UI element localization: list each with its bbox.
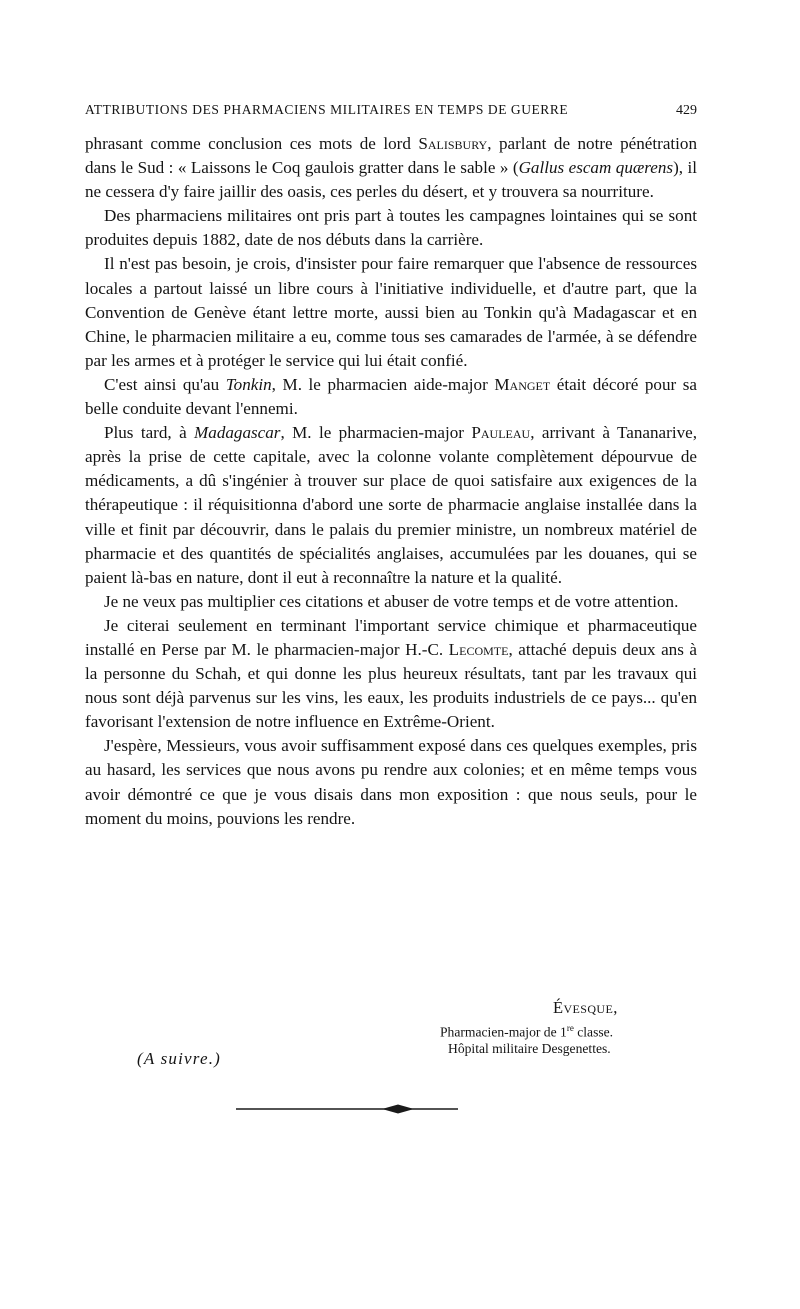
paragraph-8: J'espère, Messieurs, vous avoir suffisamment exposé dans ces quelques exemples, pris au hasard, les services que nous avons pu rendre aux colonies; et en même temps vous avoir démontré ce que je vous disais dans mon exposition : que nous seuls, pour le moment du moins, pouvions les rendre.	[85, 736, 697, 828]
person-name-manget: Manget	[494, 374, 551, 394]
running-title: ATTRIBUTIONS DES PHARMACIENS MILITAIRES EN TEMPS DE GUERRE	[85, 102, 569, 117]
latin-phrase: Gallus escam quærens	[518, 158, 674, 178]
paragraph-4: C'est ainsi qu'au Tonkin, M. le pharmacien aide-major Manget était décoré pour sa belle conduite devant l'ennemi.	[85, 374, 697, 419]
paragraph-2: Des pharmaciens militaires ont pris part à toutes les campagnes lointaines qui se sont produites depuis 1882, date de nos débuts dans la carrière.	[85, 206, 697, 250]
author-affiliation	[440, 1020, 698, 1058]
person-name-salisbury: Salisbury	[418, 134, 488, 153]
author-title: Pharmacien-major de 1re classe.	[440, 1023, 614, 1040]
paragraph-3: Il n'est pas besoin, je crois, d'insister pour faire remarquer que l'absence de ressources locales a partout laissé un libre cours à l'initiative individuelle, et d'autre part, que la Convention de Genève étant lettre morte, aussi bien au Tonkin qu'à Madagascar et en Chine, le pharmacien militaire a eu, comme tous ses camarades de l'armée, à se défendre par les armes et à protéger le service qui lui était confié.	[85, 254, 697, 370]
place-madagascar: Madagascar	[194, 423, 281, 443]
body-text	[85, 132, 697, 831]
person-name-lecomte: Lecomte	[448, 639, 509, 659]
author-name: Évesque	[553, 998, 614, 1017]
paragraph-5: Plus tard, à Madagascar, M. le pharmacien-major Pauleau, arrivant à Tananarive, après la prise de cette capitale, avec la colonne volante complètement dépourvue de médicaments, a dû s'ingénier à trouver sur place de quoi satisfaire aux exigences de la thérapeutique : il réquisitionna d'abord une sorte de pharmacie anglaise installée dans la ville et finit par découvrir, dans le palais du premier ministre, un nombreux matériel de pharmacie et des quantités de spécialités anglaises, accumulées par les douanes, qui se paient là-bas en nature, dont il eut à reconnaître la nature et la qualité.	[85, 423, 697, 587]
paragraph-7: Je citerai seulement en terminant l'important service chimique et pharmaceutique installé en Perse par M. le pharmacien-major H.-C. Lecomte, attaché depuis deux ans à la personne du Schah, et qui donne les plus heureux résultats, tant par les travaux qui nous sont déjà parvenus sur les vins, les eaux, les produits industriels de ce pays... qu'en favorisant l'extension de notre influence en Extrême-Orient.	[85, 615, 697, 732]
author-hospital: Hôpital militaire Desgenettes.	[448, 1041, 611, 1057]
end-ornament-rule	[236, 1103, 458, 1115]
running-header	[85, 102, 697, 119]
place-tonkin: Tonkin	[225, 374, 272, 394]
person-name-pauleau: Pauleau	[471, 423, 531, 443]
paragraph-1: phrasant comme conclusion ces mots de lord Salisbury, parlant de notre pénétration dans le Sud : « Laissons le Coq gaulois gratter dans le sable » (Gallus escam quærens), il ne cessera d'y faire jaillir des oasis, ces perles du désert, et y trouvera sa nourriture.	[85, 134, 697, 202]
paragraph-6: Je ne veux pas multiplier ces citations et abuser de votre temps et de votre attention.	[104, 591, 679, 611]
to-be-continued: (A suivre.)	[137, 1049, 222, 1068]
author-signature: Évesque,	[553, 998, 618, 1017]
page-number: 429	[676, 103, 697, 118]
